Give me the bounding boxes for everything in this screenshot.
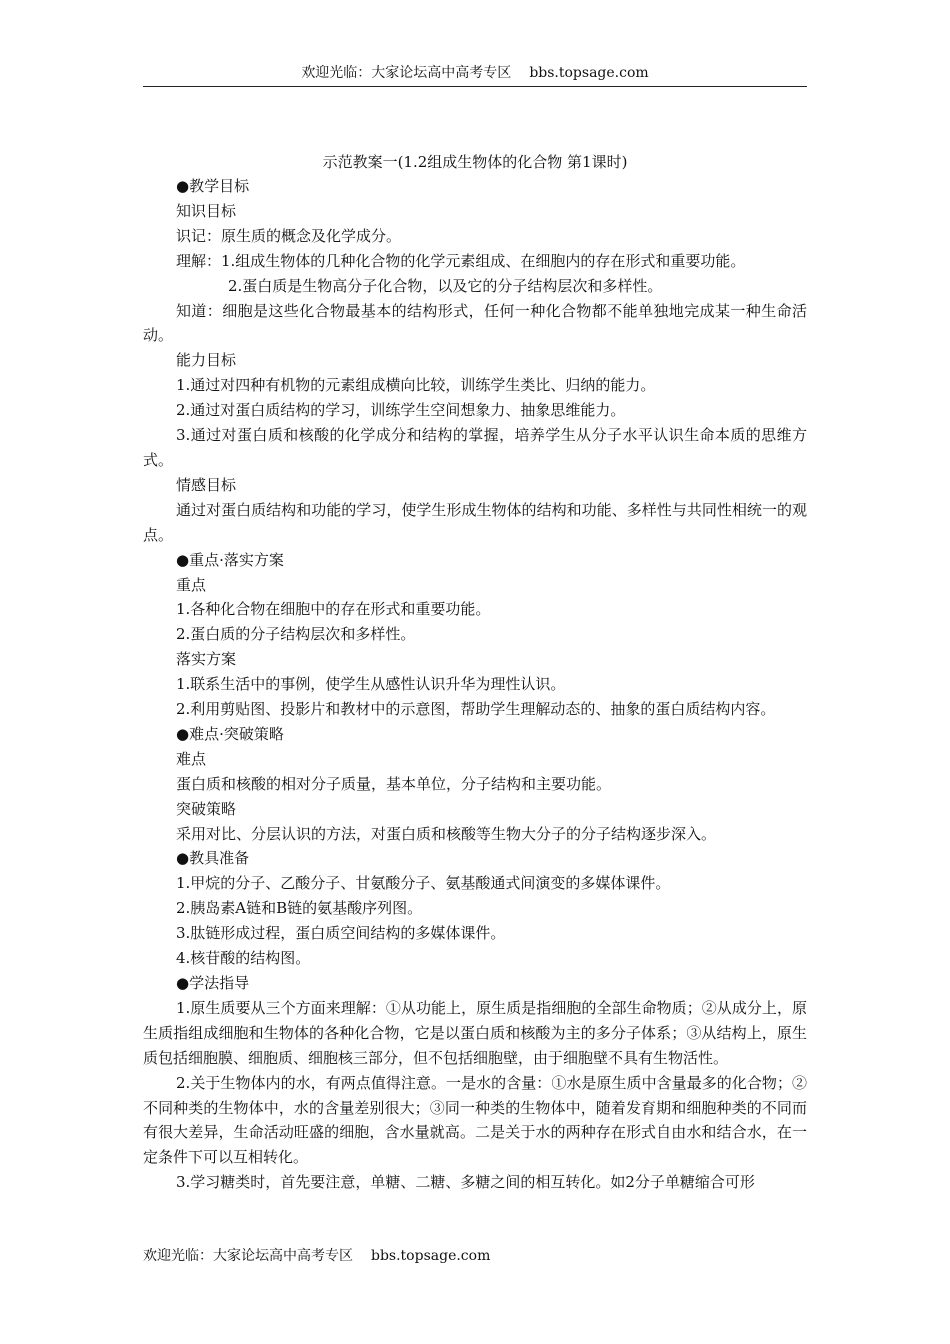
paragraph: 3.肽链形成过程，蛋白质空间结构的多媒体课件。	[176, 924, 506, 943]
paragraph: 1.各种化合物在细胞中的存在形式和重要功能。	[176, 600, 491, 619]
subsection-heading: 难点	[176, 749, 207, 768]
subsection-heading: 重点	[176, 575, 207, 594]
subsection-heading: 落实方案	[176, 650, 237, 669]
paragraph: 1.甲烷的分子、乙酸分子、甘氨酸分子、氨基酸通式间演变的多媒体课件。	[176, 874, 671, 893]
section-heading: ●学法指导	[176, 974, 250, 992]
document-body	[143, 174, 807, 1195]
paragraph: 通过对蛋白质结构和功能的学习，使学生形成生物体的结构和功能、多样性与共同性相统一的观点。	[143, 500, 807, 544]
document-title: 示范教案一(1.2组成生物体的化合物 第1课时)	[322, 153, 628, 171]
section-heading: ●难点·突破策略	[176, 724, 284, 743]
footer-site-name: 欢迎光临：大家论坛高中高考专区	[143, 1248, 353, 1264]
paragraph: 2.胰岛素A链和B链的氨基酸序列图。	[176, 899, 423, 918]
paragraph: 3.通过对蛋白质和核酸的化学成分和结构的掌握，培养学生从分子水平认识生命本质的思维方式。	[143, 426, 807, 469]
paragraph: 4.核苷酸的结构图。	[176, 949, 311, 968]
header-site-name: 欢迎光临：大家论坛高中高考专区	[301, 65, 512, 81]
page-header	[143, 62, 807, 87]
paragraph: 2.通过对蛋白质结构的学习，训练学生空间想象力、抽象思维能力。	[176, 401, 626, 420]
subsection-heading: 突破策略	[176, 799, 237, 818]
page-footer	[143, 1245, 490, 1267]
paragraph: 知道：细胞是这些化合物最基本的结构形式，任何一种化合物都不能单独地完成某一种生命活动。	[143, 301, 807, 345]
paragraph: 识记：原生质的概念及化学成分。	[176, 226, 402, 245]
paragraph: 理解：1.组成生物体的几种化合物的化学元素组成、在细胞内的存在形式和重要功能。	[176, 251, 746, 270]
paragraph: 1.原生质要从三个方面来理解：①从功能上，原生质是指细胞的全部生命物质；②从成分上，原生质指组成细胞和生物体的各种化合物，它是以蛋白质和核酸为主的多分子体系；③从结构上，原生质包括细胞膜、细胞质、细胞核三部分，但不包括细胞壁，由于细胞壁不具有生物活性。	[143, 998, 807, 1067]
paragraph: 2.关于生物体内的水，有两点值得注意。一是水的含量：①水是原生质中含量最多的化合物；②不同种类的生物体中，水的含量差别很大；③同一种类的生物体中，随着发育期和细胞种类的不同而有很大差异，生命活动旺盛的细胞，含水量就高。二是关于水的两种存在形式自由水和结合水，在一定条件下可以互相转化。	[143, 1073, 807, 1167]
subsection-heading: 情感目标	[176, 475, 237, 494]
paragraph: 2.蛋白质是生物高分子化合物，以及它的分子结构层次和多样性。	[228, 276, 663, 295]
paragraph: 1.联系生活中的事例，使学生从感性认识升华为理性认识。	[176, 675, 566, 694]
section-heading: ●教具准备	[176, 849, 250, 868]
paragraph: 3.学习糖类时，首先要注意，单糖、二糖、多糖之间的相互转化。如2分子单糖缩合可形	[176, 1173, 755, 1192]
footer-url-link[interactable]: bbs.topsage.com	[371, 1248, 491, 1264]
paragraph: 2.利用剪贴图、投影片和教材中的示意图，帮助学生理解动态的、抽象的蛋白质结构内容。	[176, 700, 776, 719]
paragraph: 2.蛋白质的分子结构层次和多样性。	[176, 625, 416, 644]
subsection-heading: 知识目标	[176, 201, 237, 220]
header-url-link[interactable]: bbs.topsage.com	[529, 65, 649, 81]
paragraph: 1.通过对四种有机物的元素组成横向比较，训练学生类比、归纳的能力。	[176, 376, 656, 395]
section-heading: ●重点·落实方案	[176, 550, 284, 569]
paragraph: 蛋白质和核酸的相对分子质量，基本单位，分子结构和主要功能。	[176, 774, 612, 793]
section-heading: ●教学目标	[176, 177, 250, 195]
paragraph: 采用对比、分层认识的方法，对蛋白质和核酸等生物大分子的分子结构逐步深入。	[176, 824, 717, 843]
subsection-heading: 能力目标	[176, 351, 237, 370]
